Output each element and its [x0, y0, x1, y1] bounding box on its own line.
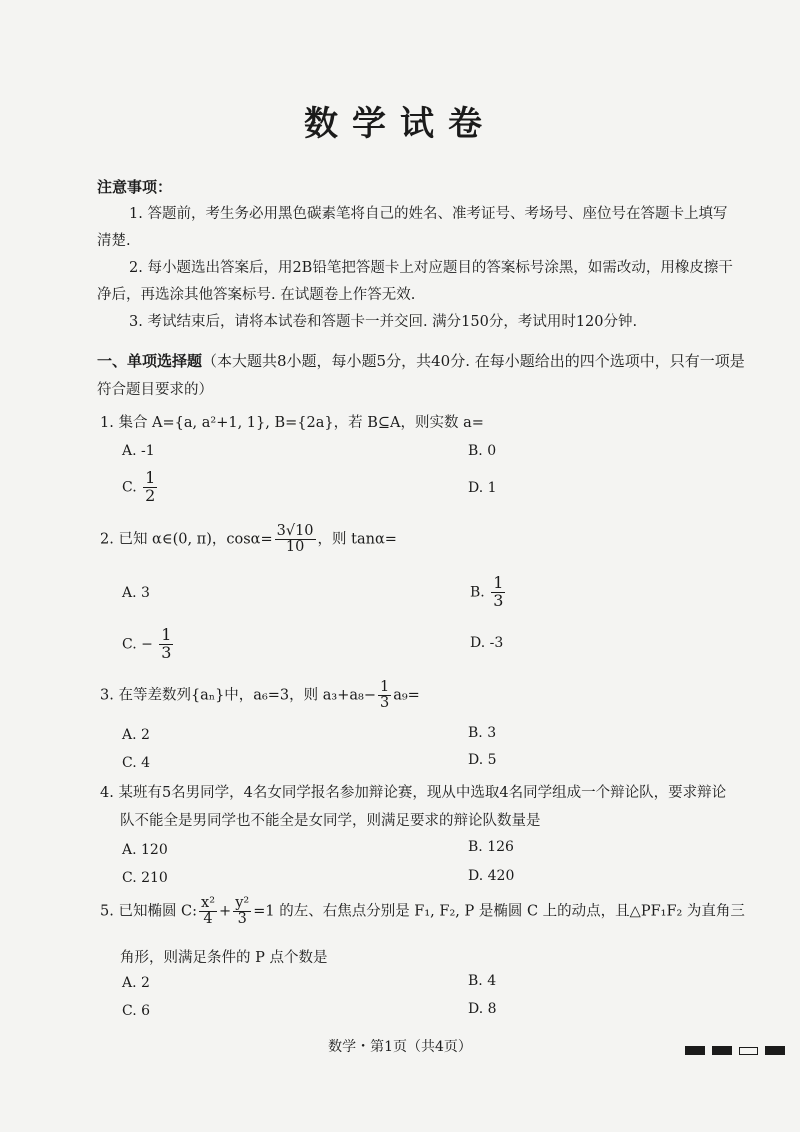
page-mark-3	[739, 1047, 758, 1055]
section-1-desc: （本大题共8小题，每小题5分，共40分. 在每小题给出的四个选项中，只有一项是	[202, 352, 745, 370]
q2-option-c-label: C. −	[122, 636, 153, 653]
q2-option-b-numerator: 1	[493, 573, 504, 592]
q3-option-d: D. 5	[468, 752, 497, 768]
q1-stem: 1. 集合 A={a, a²+1, 1}, B={2a}，若 B⊆A，则实数 a=	[100, 415, 484, 431]
q1-option-b: B. 0	[468, 443, 497, 459]
notice-item-2-line-2: 净后，再选涂其他答案标号. 在试题卷上作答无效.	[97, 287, 416, 303]
q5-stem-post: =1 的左、右焦点分别是 F₁, F₂, P 是椭圆 C 上的动点，且△PF₁F₂ 为直角三	[253, 903, 745, 920]
notice-item-1-line-2: 清楚.	[97, 233, 131, 249]
q3-option-b: B. 3	[468, 725, 497, 741]
q2-cos-numerator: 3√10	[276, 523, 314, 539]
page-mark-2	[712, 1046, 732, 1055]
q4-option-a: A. 120	[122, 842, 168, 858]
q2-option-b-denominator: 3	[493, 590, 504, 610]
q5-stem	[100, 896, 745, 927]
q2-option-c-denominator: 3	[161, 642, 172, 662]
q1-option-c-label: C.	[122, 479, 137, 496]
q1-option-c	[122, 470, 159, 505]
q3-stem-pre: 3. 在等差数列{aₙ}中，a₆=3，则 a₃+a₈−	[100, 687, 376, 704]
page-title: 数学试卷	[304, 104, 496, 144]
section-1-title: 一、单项选择题	[97, 352, 203, 370]
q1-option-c-denominator: 2	[145, 485, 156, 505]
q3-stem	[100, 680, 420, 711]
q5-x-numerator: x²	[201, 895, 216, 911]
q2-stem-post: ，则 tanα=	[317, 531, 397, 548]
q1-option-a: A. -1	[122, 443, 155, 459]
q2-option-c-numerator: 1	[161, 625, 172, 644]
q4-option-b: B. 126	[468, 839, 514, 855]
q5-y-denominator: 3	[237, 911, 247, 928]
notice-item-3: 3. 考试结束后，请将本试卷和答题卡一并交回. 满分150分，考试用时120分钟.	[129, 314, 638, 330]
page-marks	[685, 1040, 792, 1059]
q1-option-d: D. 1	[468, 480, 497, 496]
q5-option-b: B. 4	[468, 973, 497, 989]
q5-option-a: A. 2	[122, 975, 150, 991]
q2-cos-denominator: 10	[285, 539, 305, 556]
q5-stem-line-2: 角形，则满足条件的 P 点个数是	[120, 950, 328, 966]
q3-option-a: A. 2	[122, 727, 150, 743]
notice-item-2-line-1: 2. 每小题选出答案后，用2B铅笔把答题卡上对应题目的答案标号涂黑，如需改动，用橡皮擦干	[129, 260, 733, 276]
q3-option-c: C. 4	[122, 755, 151, 771]
q2-option-a: A. 3	[122, 585, 150, 601]
q3-stem-post: a₉=	[393, 687, 420, 704]
q2-option-b-label: B.	[470, 584, 485, 601]
q2-stem	[100, 524, 397, 555]
notice-heading: 注意事项：	[97, 178, 173, 196]
q4-stem-line-2: 队不能全是男同学也不能全是女同学，则满足要求的辩论队数量是	[120, 813, 541, 829]
section-1-heading	[97, 350, 745, 371]
q5-option-d: D. 8	[468, 1001, 497, 1017]
q5-stem-pre: 5. 已知椭圆 C:	[100, 903, 198, 920]
page-mark-4	[765, 1046, 785, 1055]
q2-option-c	[122, 627, 175, 662]
q5-plus: +	[219, 903, 232, 920]
q3-coef-denominator: 3	[379, 695, 390, 712]
q5-y-numerator: y²	[235, 895, 250, 911]
q2-option-b	[470, 575, 507, 610]
q3-coef-numerator: 1	[379, 679, 390, 695]
notice-item-1-line-1: 1. 答题前，考生务必用黑色碳素笔将自己的姓名、准考证号、考场号、座位号在答题卡上填写	[129, 206, 728, 222]
q4-stem-line-1: 4. 某班有5名男同学，4名女同学报名参加辩论赛，现从中选取4名同学组成一个辩论队，要求辩论	[100, 785, 727, 801]
q4-option-c: C. 210	[122, 870, 168, 886]
page-mark-1	[685, 1046, 705, 1055]
q2-stem-pre: 2. 已知 α∈(0, π)，cosα=	[100, 531, 273, 548]
page-footer: 数学・第1页（共4页）	[328, 1039, 472, 1055]
q5-option-c: C. 6	[122, 1003, 151, 1019]
q5-x-denominator: 4	[203, 911, 213, 928]
q1-option-c-numerator: 1	[145, 468, 156, 487]
q2-option-d: D. -3	[470, 635, 504, 651]
q4-option-d: D. 420	[468, 868, 515, 884]
section-1-desc-line-2: 符合题目要求的）	[97, 382, 213, 398]
